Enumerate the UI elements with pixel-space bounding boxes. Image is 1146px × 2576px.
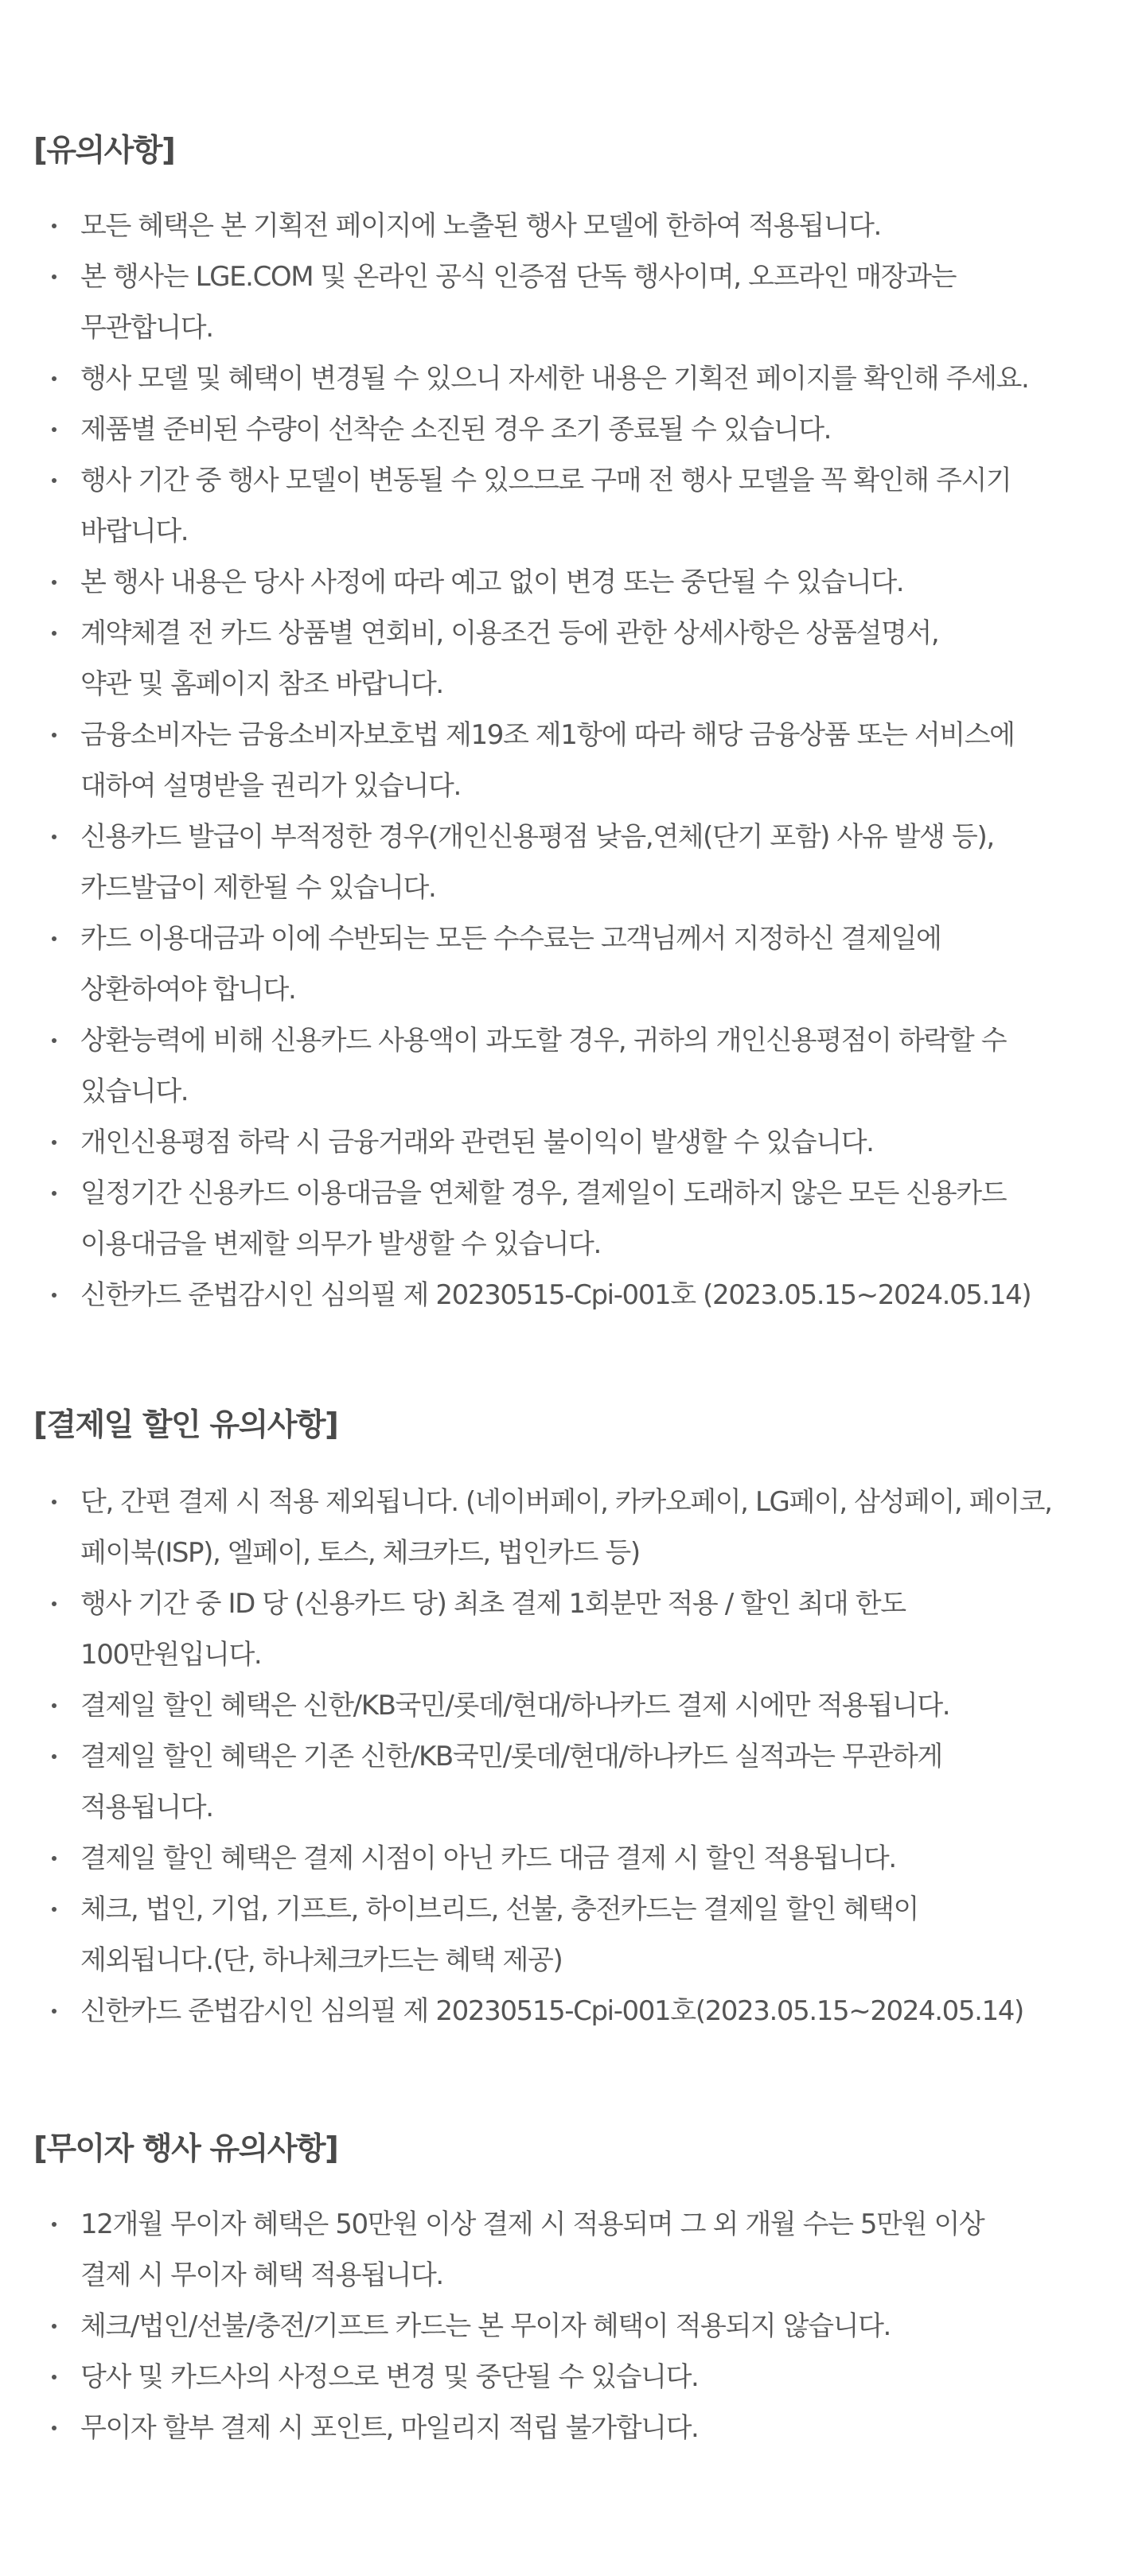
bullet-icon xyxy=(52,1293,57,1298)
section-title: [유의사항] xyxy=(33,133,175,169)
list-item-text: 결제일 할인 혜택은 기존 신한/KB국민/롯데/현대/하나카드 실적과는 무관하게 xyxy=(80,1741,942,1772)
list-item-text: 결제일 할인 혜택은 결제 시점이 아닌 카드 대금 결제 시 할인 적용됩니다. xyxy=(80,1843,896,1874)
bullet-icon xyxy=(52,376,57,381)
list-item-text: 결제일 할인 혜택은 신한/KB국민/롯데/현대/하나카드 결제 시에만 적용됩니다. xyxy=(80,1690,950,1722)
list-item xyxy=(33,1884,1132,1986)
list-item-text: 일정기간 신용카드 이용대금을 연체할 경우, 결제일이 도래하지 않은 모든 신용카드 xyxy=(80,1177,1007,1209)
list-item-text: 바랍니다. xyxy=(80,516,189,547)
list-item xyxy=(33,251,1132,353)
list-item-text: 본 행사 내용은 당사 사정에 따라 예고 없이 변경 또는 중단될 수 있습니다. xyxy=(80,566,904,598)
list-item-text: 금융소비자는 금융소비자보호법 제19조 제1항에 따라 해당 금융상품 또는 서비스에 xyxy=(80,719,1015,751)
bullet-icon xyxy=(52,2009,57,2014)
list-item xyxy=(33,811,1132,913)
list-item-text: 있습니다. xyxy=(80,1076,189,1107)
list-item-text: 계약체결 전 카드 상품별 연회비, 이용조건 등에 관한 상세사항은 상품설명서, xyxy=(80,617,939,649)
list-item xyxy=(33,1015,1132,1117)
list-item-text: 카드발급이 제한될 수 있습니다. xyxy=(80,872,436,904)
list-item-text: 신한카드 준법감시인 심의필 제 20230515-Cpi-001호(2023.05.15~2024.05.14) xyxy=(80,1995,1023,2027)
notice-list xyxy=(33,1477,1132,2037)
list-item-text: 이용대금을 변제할 의무가 발생할 수 있습니다. xyxy=(80,1228,601,1260)
bullet-icon xyxy=(52,427,57,432)
list-item-text: 약관 및 홈페이지 참조 바랍니다. xyxy=(80,668,443,700)
list-item-text: 신용카드 발급이 부적정한 경우(개인신용평점 낮음,연체(단기 포함) 사유 발생 등), xyxy=(80,821,994,853)
list-item-text: 결제 시 무이자 혜택 적용됩니다. xyxy=(80,2259,443,2291)
bullet-icon xyxy=(52,1601,57,1606)
list-item xyxy=(33,455,1132,557)
bullet-icon xyxy=(52,2426,57,2430)
payment-day-discount-notice-section xyxy=(33,1405,1132,2037)
bullet-icon xyxy=(52,1907,57,1912)
bullet-icon xyxy=(52,478,57,483)
section-title: [무이자 행사 유의사항] xyxy=(33,2131,338,2167)
bullet-icon xyxy=(52,1856,57,1861)
list-item-text: 체크/법인/선불/충전/기프트 카드는 본 무이자 혜택이 적용되지 않습니다. xyxy=(80,2310,891,2342)
list-item xyxy=(33,1680,1132,1731)
list-item xyxy=(33,1270,1132,1321)
general-notice-section xyxy=(33,130,1132,1321)
list-item xyxy=(33,404,1132,455)
bullet-icon xyxy=(52,631,57,636)
list-item-text: 상환능력에 비해 신용카드 사용액이 과도할 경우, 귀하의 개인신용평점이 하락할 수 xyxy=(80,1025,1007,1056)
bullet-icon xyxy=(52,835,57,839)
bullet-icon xyxy=(52,1500,57,1504)
list-item-text: 무이자 할부 결제 시 포인트, 마일리지 적립 불가합니다. xyxy=(80,2412,699,2444)
bullet-icon xyxy=(52,1140,57,1145)
list-item xyxy=(33,557,1132,608)
bullet-icon xyxy=(52,580,57,585)
bullet-icon xyxy=(52,224,57,228)
list-item xyxy=(33,1168,1132,1270)
section-title: [결제일 할인 유의사항] xyxy=(33,1407,338,1443)
list-item xyxy=(33,1986,1132,2037)
list-item-text: 행사 모델 및 혜택이 변경될 수 있으니 자세한 내용은 기획전 페이지를 확인해 주세요. xyxy=(80,363,1029,395)
interest-free-notice-section xyxy=(33,2129,1132,2453)
bullet-icon xyxy=(52,2222,57,2227)
list-item-text: 상환하여야 합니다. xyxy=(80,974,296,1006)
list-item-text: 적용됩니다. xyxy=(80,1792,213,1823)
list-item xyxy=(33,1833,1132,1884)
notice-list xyxy=(33,200,1132,1321)
list-item xyxy=(33,1477,1132,1578)
list-item-text: 카드 이용대금과 이에 수반되는 모든 수수료는 고객님께서 지정하신 결제일에 xyxy=(80,923,941,955)
list-item-text: 본 행사는 LGE.COM 및 온라인 공식 인증점 단독 행사이며, 오프라인 매장과는 xyxy=(80,261,957,293)
list-item-text: 모든 혜택은 본 기획전 페이지에 노출된 행사 모델에 한하여 적용됩니다. xyxy=(80,210,881,242)
list-item-text: 행사 기간 중 행사 모델이 변동될 수 있으므로 구매 전 행사 모델을 꼭 확인해 주시기 xyxy=(80,465,1012,496)
bullet-icon xyxy=(52,2375,57,2379)
list-item-text: 제품별 준비된 수량이 선착순 소진된 경우 조기 종료될 수 있습니다. xyxy=(80,414,832,446)
list-item xyxy=(33,200,1132,251)
bullet-icon xyxy=(52,1191,57,1196)
bullet-icon xyxy=(52,1703,57,1708)
list-item-text: 대하여 설명받을 권리가 있습니다. xyxy=(80,770,461,802)
bullet-icon xyxy=(52,1754,57,1759)
list-item xyxy=(33,2301,1132,2352)
list-item xyxy=(33,2352,1132,2403)
bullet-icon xyxy=(52,936,57,941)
list-item-text: 단, 간편 결제 시 적용 제외됩니다. (네이버페이, 카카오페이, LG페이, 삼성페이, 페이코, xyxy=(80,1486,1052,1518)
list-item xyxy=(33,1117,1132,1168)
list-item xyxy=(33,608,1132,710)
list-item-text: 페이북(ISP), 엘페이, 토스, 체크카드, 법인카드 등) xyxy=(80,1537,640,1569)
list-item-text: 100만원입니다. xyxy=(80,1639,262,1671)
list-item xyxy=(33,913,1132,1015)
list-item-text: 신한카드 준법감시인 심의필 제 20230515-Cpi-001호 (2023.05.15~2024.05.14) xyxy=(80,1279,1031,1311)
bullet-icon xyxy=(52,2324,57,2329)
bullet-icon xyxy=(52,274,57,279)
notice-list xyxy=(33,2199,1132,2453)
list-item xyxy=(33,1578,1132,1680)
list-item-text: 12개월 무이자 혜택은 50만원 이상 결제 시 적용되며 그 외 개월 수는 5만원 이상 xyxy=(80,2208,984,2240)
list-item-text: 무관합니다. xyxy=(80,312,213,344)
list-item-text: 체크, 법인, 기업, 기프트, 하이브리드, 선불, 충전카드는 결제일 할인 혜택이 xyxy=(80,1893,918,1925)
list-item xyxy=(33,2199,1132,2301)
list-item-text: 당사 및 카드사의 사정으로 변경 및 중단될 수 있습니다. xyxy=(80,2361,699,2393)
bullet-icon xyxy=(52,1038,57,1043)
list-item-text: 개인신용평점 하락 시 금융거래와 관련된 불이익이 발생할 수 있습니다. xyxy=(80,1127,874,1158)
list-item-text: 제외됩니다.(단, 하나체크카드는 혜택 제공) xyxy=(80,1944,563,1976)
list-item xyxy=(33,1731,1132,1833)
list-item xyxy=(33,710,1132,811)
list-item xyxy=(33,2403,1132,2453)
bullet-icon xyxy=(52,733,57,737)
list-item xyxy=(33,353,1132,404)
list-item-text: 행사 기간 중 ID 당 (신용카드 당) 최초 결제 1회분만 적용 / 할인 최대 한도 xyxy=(80,1588,906,1620)
